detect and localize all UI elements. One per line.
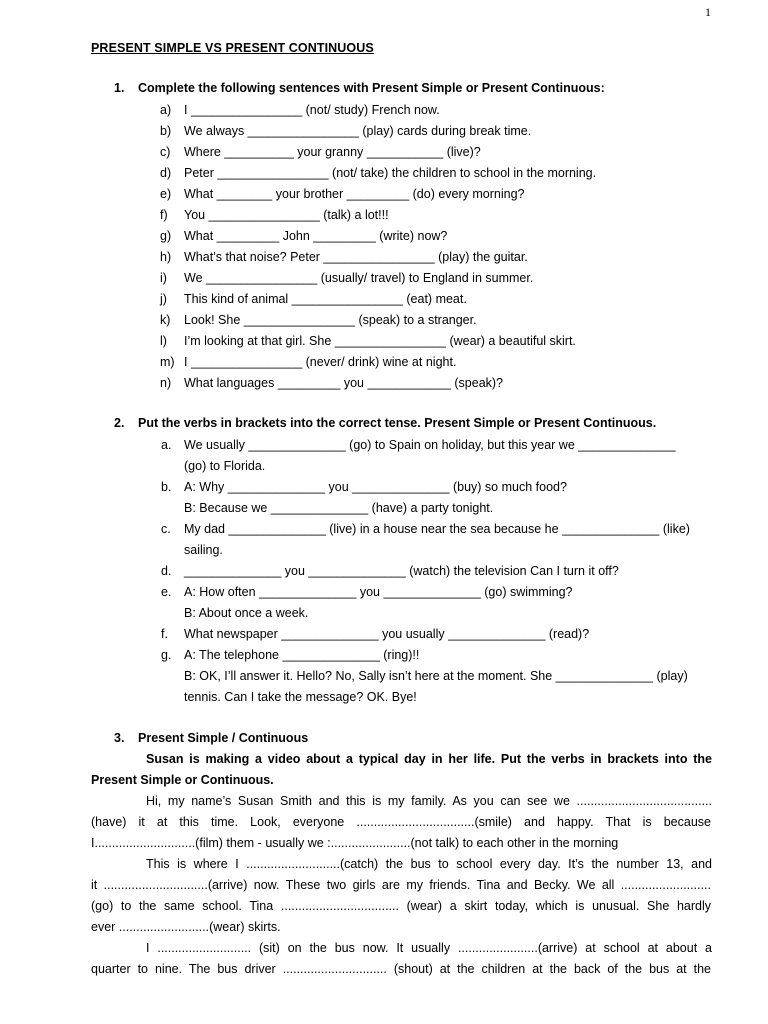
item-label: b. (161, 480, 172, 494)
exercise-1-item (0, 268, 768, 289)
item-text: Look! She ________________ (speak) to a stranger. (184, 313, 477, 327)
item-label: d. (161, 564, 172, 578)
paragraph-line: (go) to the same school. Tina .................................. (wear) a skirt today, which is unusual. She hardly (91, 899, 711, 913)
item-text: I ________________ (not/ study) French now. (184, 103, 440, 117)
section-3-number: 3. (114, 731, 125, 745)
item-text: A: How often ______________ you ______________ (go) swimming? (184, 585, 573, 599)
exercise-1-item (0, 352, 768, 373)
item-text: sailing. (184, 543, 223, 557)
exercise-2-line (0, 456, 768, 477)
exercise-2-line (0, 603, 768, 624)
section-3-title: Present Simple / Continuous (138, 731, 309, 745)
section-3-intro-line-1: Susan is making a video about a typical day in her life. Put the verbs in brackets into the (146, 752, 712, 766)
item-text: You ________________ (talk) a lot!!! (184, 208, 389, 222)
exercise-1-item (0, 205, 768, 226)
exercise-2-line (0, 645, 768, 666)
exercise-1-item (0, 226, 768, 247)
exercise-1-item (0, 310, 768, 331)
item-label: e. (161, 585, 172, 599)
item-text: What’s that noise? Peter ________________ (play) the guitar. (184, 250, 528, 264)
section-2-title: Put the verbs in brackets into the correct tense. Present Simple or Present Continuous. (138, 416, 657, 430)
exercise-2-line (0, 519, 768, 540)
item-text: We always ________________ (play) cards during break time. (184, 124, 532, 138)
item-label: b) (160, 124, 172, 138)
item-label: m) (160, 355, 175, 369)
item-label: d) (160, 166, 172, 180)
exercise-2-line (0, 666, 768, 687)
exercise-2-line (0, 624, 768, 645)
exercise-2-line (0, 498, 768, 519)
item-label: j) (160, 292, 167, 306)
item-text: B: Because we ______________ (have) a party tonight. (184, 501, 494, 515)
item-text: My dad ______________ (live) in a house near the sea because he ______________ (like) (184, 522, 690, 536)
exercise-1-item (0, 100, 768, 121)
exercise-2-line (0, 477, 768, 498)
exercise-2-line (0, 435, 768, 456)
item-text: What newspaper ______________ you usually ______________ (read)? (184, 627, 590, 641)
item-text: This kind of animal ________________ (eat) meat. (184, 292, 467, 306)
item-label: f) (160, 208, 168, 222)
item-text: (go) to Florida. (184, 459, 266, 473)
exercise-1-item (0, 142, 768, 163)
item-label: h) (160, 250, 172, 264)
exercise-1-item (0, 247, 768, 268)
paragraph-line: This is where I ...........................(catch) the bus to school every day. It’s the number 13, and (146, 857, 712, 871)
exercise-2-line (0, 582, 768, 603)
section-2-number: 2. (114, 416, 125, 430)
paragraph-line: I.............................(film) them - usually we :.......................(not talk) to each other in the morning (91, 836, 619, 850)
item-text: A: Why ______________ you ______________ (buy) so much food? (184, 480, 567, 494)
paragraph-line: it ..............................(arrive) now. These two girls are my friends. Tina and Becky. We all .......................... (91, 878, 711, 892)
item-label: c. (161, 522, 171, 536)
page-number: 1 (705, 5, 711, 19)
item-label: f. (161, 627, 168, 641)
paragraph-line: ever ..........................(wear) skirts. (91, 920, 281, 934)
item-label: n) (160, 376, 172, 390)
paragraph-line: quarter to nine. The bus driver .............................. (shout) at the children at the back of the bus at the (91, 962, 711, 976)
exercise-1-item (0, 331, 768, 352)
item-label: l) (160, 334, 167, 348)
exercise-1-item (0, 163, 768, 184)
item-label: i) (160, 271, 167, 285)
exercise-1-item (0, 289, 768, 310)
item-label: k) (160, 313, 171, 327)
section-1-heading (114, 81, 605, 95)
item-label: a) (160, 103, 172, 117)
exercise-1-item (0, 121, 768, 142)
item-label: a. (161, 438, 172, 452)
item-text: Where __________ your granny ___________ (live)? (184, 145, 481, 159)
item-label: c) (160, 145, 171, 159)
item-label: g) (160, 229, 172, 243)
item-text: I’m looking at that girl. She ________________ (wear) a beautiful skirt. (184, 334, 576, 348)
item-text: We usually ______________ (go) to Spain on holiday, but this year we ______________ (184, 438, 676, 452)
item-text: What languages _________ you ____________ (speak)? (184, 376, 504, 390)
paragraph-line: (have) it at this time. Look, everyone ..................................(smile) and happy. That is because (91, 815, 711, 829)
item-text: I ________________ (never/ drink) wine at night. (184, 355, 457, 369)
item-text: B: OK, I’ll answer it. Hello? No, Sally isn’t here at the moment. She ______________ (play) (184, 669, 688, 683)
section-3-intro-line-2: Present Simple or Continuous. (91, 773, 274, 787)
item-text: tennis. Can I take the message? OK. Bye! (184, 690, 417, 704)
exercise-2-line (0, 561, 768, 582)
paragraph-line: Hi, my name’s Susan Smith and this is my family. As you can see we ....................................... (146, 794, 712, 808)
item-label: g. (161, 648, 172, 662)
exercise-2-line (0, 687, 768, 708)
exercise-1-item (0, 184, 768, 205)
item-text: What _________ John _________ (write) now? (184, 229, 448, 243)
section-1-title: Complete the following sentences with Present Simple or Present Continuous: (138, 81, 605, 95)
section-2-heading (114, 416, 656, 430)
exercise-1-item (0, 373, 768, 394)
item-text: ______________ you ______________ (watch) the television Can I turn it off? (184, 564, 619, 578)
item-label: e) (160, 187, 172, 201)
item-text: We ________________ (usually/ travel) to England in summer. (184, 271, 534, 285)
item-text: B: About once a week. (184, 606, 309, 620)
section-1-number: 1. (114, 81, 125, 95)
exercise-2-line (0, 540, 768, 561)
paragraph-line: I ........................... (sit) on the bus now. It usually .......................(arrive) at school at about a (146, 941, 712, 955)
item-text: What ________ your brother _________ (do) every morning? (184, 187, 525, 201)
item-text: A: The telephone ______________ (ring)!! (184, 648, 420, 662)
section-3-heading (114, 731, 308, 745)
item-text: Peter ________________ (not/ take) the children to school in the morning. (184, 166, 597, 180)
document-title: PRESENT SIMPLE VS PRESENT CONTINUOUS (91, 41, 374, 55)
